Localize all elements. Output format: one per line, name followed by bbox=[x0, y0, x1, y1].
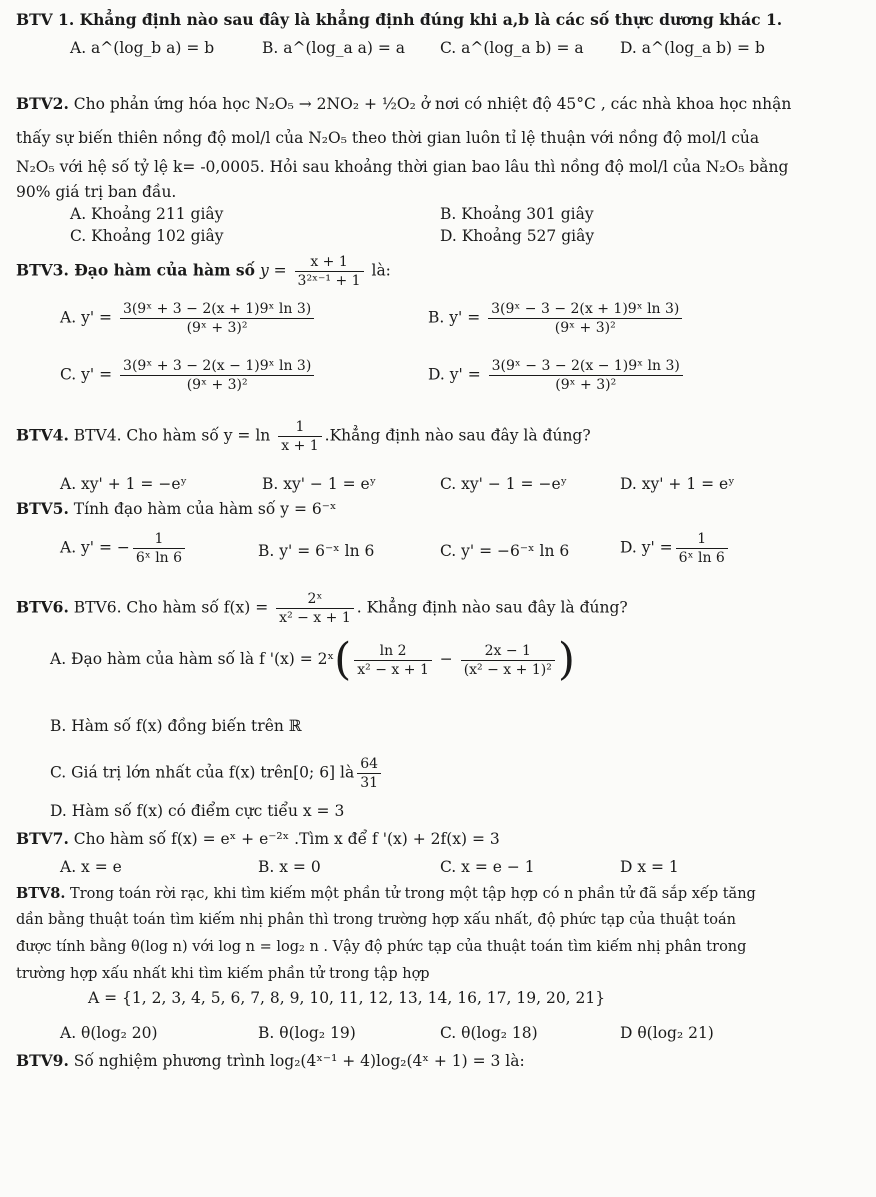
q7-stem: BTV7. Cho hàm số f(x) = eˣ + e⁻²ˣ .Tìm x để f '(x) + 2f(x) = 3 bbox=[16, 829, 500, 848]
q3-option-d: D. y' = $\frac{\text{3(9ˣ − 3 − 2(x − 1)9ˣ ln 3)}}{\text{(9ˣ + 3)²}}$ bbox=[428, 357, 686, 394]
q8-line-4: trường hợp xấu nhất khi tìm kiếm phần tử trong tập hợp bbox=[16, 966, 430, 982]
q8-option-a: A. θ(log₂ 20) bbox=[60, 1024, 158, 1042]
q8-option-b: B. θ(log₂ 19) bbox=[258, 1024, 356, 1042]
q1-option-a: A. a^(log_b a) = b bbox=[70, 39, 215, 57]
q2-line-1: BTV2. Cho phản ứng hóa học N₂O₅ → 2NO₂ + ½O₂ ở nơi có nhiệt độ 45°C , các nhà khoa học nhận bbox=[16, 94, 792, 113]
q3-option-c: C. y' = $\frac{\text{3(9ˣ + 3 − 2(x − 1)9ˣ ln 3)}}{\text{(9ˣ + 3)²}}$ bbox=[60, 357, 317, 394]
q6-option-b: B. Hàm số f(x) đồng biến trên ℝ bbox=[50, 717, 302, 735]
q5-option-c: C. y' = −6⁻ˣ ln 6 bbox=[440, 542, 570, 560]
q4-option-b: B. xy' − 1 = eʸ bbox=[262, 475, 377, 493]
q6-option-d: D. Hàm số f(x) có điểm cực tiểu x = 3 bbox=[50, 802, 345, 820]
q6-stem: BTV6. BTV6. Cho hàm số f(x) = $\frac{\text{2ˣ}}{\text{x² − x + 1}}$ . Khẳng định nào sau đây là đúng? bbox=[16, 591, 628, 626]
q3-option-b: B. y' = $\frac{\text{3(9ˣ − 3 − 2(x + 1)9ˣ ln 3)}}{\text{(9ˣ + 3)²}}$ bbox=[428, 300, 685, 337]
q4-option-a: A. xy' + 1 = −eʸ bbox=[60, 475, 188, 493]
q8-line-3: được tính bằng θ(log n) với log n = log₂ n . Vậy độ phức tạp của thuật toán tìm kiếm nhị phân trong bbox=[16, 939, 747, 955]
q7-option-b: B. x = 0 bbox=[258, 858, 321, 876]
q3-stem: BTV3. Đạo hàm của hàm số y = $\frac{x + 1}{\text{3²ˣ⁻¹ + 1}}$ là: bbox=[16, 254, 391, 289]
q8-set: A = {1, 2, 3, 4, 5, 6, 7, 8, 9, 10, 11, 12, 13, 14, 16, 17, 19, 20, 21} bbox=[88, 989, 606, 1007]
q7-option-d: D x = 1 bbox=[620, 858, 679, 876]
q4-stem: BTV4. BTV4. Cho hàm số y = ln $\frac{1}{x + 1}$ .Khẳng định nào sau đây là đúng? bbox=[16, 419, 591, 454]
q9-stem: BTV9. Số nghiệm phương trình log₂(4ˣ⁻¹ + 4)log₂(4ˣ + 1) = 3 là: bbox=[16, 1051, 525, 1070]
q2-line-3: N₂O₅ với hệ số tỷ lệ k= -0,0005. Hỏi sau khoảng thời gian bao lâu thì nồng độ mol/l của N₂O₅ bằng bbox=[16, 158, 789, 176]
q3-option-a: A. y' = $\frac{\text{3(9ˣ + 3 − 2(x + 1)9ˣ ln 3)}}{\text{(9ˣ + 3)²}}$ bbox=[60, 300, 317, 337]
q1-option-c: C. a^(log_a b) = a bbox=[440, 39, 584, 57]
q2-option-d: D. Khoảng 527 giây bbox=[440, 227, 595, 245]
q3-function-fraction: $\frac{x + 1}{\text{3²ˣ⁻¹ + 1}}$ bbox=[295, 253, 364, 290]
q8-option-c: C. θ(log₂ 18) bbox=[440, 1024, 538, 1042]
q4-option-d: D. xy' + 1 = eʸ bbox=[620, 475, 735, 493]
q2-line-4: 90% giá trị ban đầu. bbox=[16, 183, 177, 201]
q2-option-c: C. Khoảng 102 giây bbox=[70, 227, 224, 245]
q5-option-b: B. y' = 6⁻ˣ ln 6 bbox=[258, 542, 375, 560]
q5-option-d: D. y' = $\frac{1}{\text{6ˣ ln 6}}$ bbox=[620, 530, 731, 567]
q6-option-c: C. Giá trị lớn nhất của f(x) trên[0; 6] là $\frac{64}{31}$ bbox=[50, 755, 384, 792]
q8-line-2: dần bằng thuật toán tìm kiếm nhị phân thì trong trường hợp xấu nhất, độ phức tạp của thuật toán bbox=[16, 912, 736, 928]
q2-option-b: B. Khoảng 301 giây bbox=[440, 205, 594, 223]
q2-option-a: A. Khoảng 211 giây bbox=[70, 205, 224, 223]
q4-option-c: C. xy' − 1 = −eʸ bbox=[440, 475, 568, 493]
q6-option-a: A. Đạo hàm của hàm số là f '(x) = 2ˣ( $\frac{\ln 2}{\text{x² − x + 1}}$ − $\frac{2x - 1}{\text{(x² − x + 1)²}}$ ) bbox=[50, 634, 575, 685]
q2-line-2: thấy sự biến thiên nồng độ mol/l của N₂O₅ theo thời gian luôn tỉ lệ thuận với nồng độ mol/l của bbox=[16, 129, 760, 147]
q5-stem: BTV5. Tính đạo hàm của hàm số y = 6⁻ˣ bbox=[16, 499, 337, 518]
q7-option-a: A. x = e bbox=[60, 858, 122, 876]
q1-option-d: D. a^(log_a b) = b bbox=[620, 39, 765, 57]
q1-option-b: B. a^(log_a a) = a bbox=[262, 39, 406, 57]
q5-option-a: A. y' = − $\frac{1}{\text{6ˣ ln 6}}$ bbox=[60, 530, 188, 567]
q7-option-c: C. x = e − 1 bbox=[440, 858, 535, 876]
q8-option-d: D θ(log₂ 21) bbox=[620, 1024, 714, 1042]
q8-line-1: BTV8. Trong toán rời rạc, khi tìm kiếm một phần tử trong một tập hợp có n phần tử đã sắp xếp tăng bbox=[16, 885, 756, 902]
q1-stem: BTV 1. Khẳng định nào sau đây là khẳng định đúng khi a,b là các số thực dương khác 1. bbox=[16, 10, 783, 29]
